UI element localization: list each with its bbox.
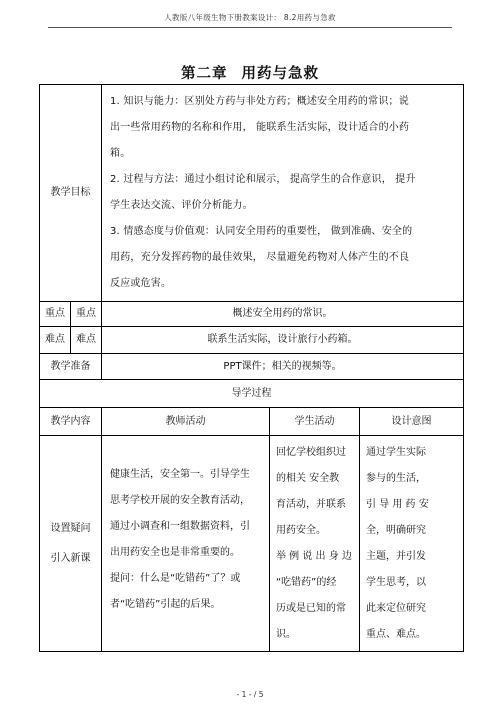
page-footer: - 1 - / 5 [236, 690, 264, 699]
difficulty-label-cell [40, 327, 102, 354]
teacher-line: 思考学校开展的安全教育活动， [110, 495, 250, 506]
student-line: 的相关 安全教 [276, 473, 340, 484]
teacher-line: 提问：什么是“吃错药”了？或 [110, 573, 241, 584]
goals-line: 学生表达交流、评价分析能力。 [110, 200, 253, 211]
intent-line: 引 导 用 药 安 [366, 499, 429, 510]
student-line: 历或是已知的常 [276, 603, 346, 614]
process-row [40, 380, 464, 408]
prep-content: PPT课件；相关的视频等。 [102, 354, 464, 380]
difficulty-content: 联系生活实际，设计旅行小药箱。 [102, 327, 464, 354]
intent-line: 参与的生活， [366, 473, 426, 484]
header-content: 教学内容 [40, 408, 102, 436]
intent-line: 主题，并引发 [366, 551, 426, 562]
chapter-number: 第二章 [181, 66, 228, 82]
page-header: 人教版八年级生物下册教案设计： 8.2用药与急救 [164, 13, 336, 22]
goals-row [40, 85, 464, 302]
key-label-a: 重点 [45, 308, 65, 319]
header-student: 学生活动 [270, 408, 360, 436]
row1-content-line: 设置疑问 [50, 522, 91, 534]
goals-line: 1. 知识与能力：区别处方药与非处方药；概述安全用药的常识；说 [110, 96, 409, 107]
teacher-line: 通过小调查和一组数据资料，引 [110, 521, 250, 532]
student-line: “吃错药”的经 [276, 577, 337, 588]
row1-student [270, 436, 360, 652]
difficulty-label-b: 难点 [76, 334, 96, 345]
intent-line: 重点、难点。 [366, 629, 426, 640]
header-intent: 设计意图 [360, 408, 464, 436]
intent-line: 全，明确研究 [366, 525, 426, 536]
goals-line: 3. 情感态度与价值观：认同安全用药的重要性， 做到准确、安全的 [110, 226, 413, 237]
key-label-cell [40, 302, 102, 327]
intent-line: 通过学生实际 [366, 447, 426, 458]
prep-row [40, 354, 464, 380]
intent-line: 学生思考，以 [366, 577, 426, 588]
header-rule [48, 27, 452, 28]
header-teacher: 教师活动 [102, 408, 270, 436]
chapter-name: 用药与急救 [241, 66, 319, 82]
lesson-plan-table [39, 84, 464, 652]
page-title [0, 62, 500, 83]
key-row [40, 302, 464, 327]
prep-label: 教学准备 [40, 354, 102, 380]
student-line: 育活动，并联系 [276, 499, 346, 510]
goals-line: 用药，充分发挥药物的最佳效果， 尽量避免药物对人体产生的不良 [110, 252, 410, 263]
student-line: 用药安全。 [276, 525, 326, 536]
column-header-row [40, 408, 464, 436]
row1-content-line: 引入新课 [50, 552, 91, 564]
goals-line: 2. 过程与方法：通过小组讨论和展示， 提高学生的合作意识， 提升 [110, 174, 416, 185]
difficulty-row [40, 327, 464, 354]
teacher-line: 健康生活，安全第一。引导学生 [110, 469, 250, 480]
row1-intent [360, 436, 464, 652]
row1-teacher [102, 436, 270, 652]
process-title: 导学过程 [40, 380, 464, 408]
row1-content [40, 436, 102, 652]
key-label-b: 重点 [76, 308, 96, 319]
goals-line: 箱。 [110, 148, 131, 159]
intent-line: 此来定位研究 [366, 603, 426, 614]
goals-line: 出一些常用药物的名称和作用， 能联系生活实际，设计适合的小药 [110, 122, 410, 133]
student-line: 举 例 说 出 身 边 [276, 551, 352, 562]
goals-content [102, 85, 464, 302]
teacher-line: 者“吃错药”引起的后果。 [110, 599, 221, 610]
student-line: 识。 [276, 629, 296, 640]
goals-label: 教学目标 [40, 85, 102, 302]
goals-line: 反应或危害。 [110, 278, 172, 289]
table-row [40, 436, 464, 652]
difficulty-label-a: 难点 [45, 334, 65, 345]
student-line: 回忆学校组织过 [276, 447, 346, 458]
teacher-line: 出用药安全也是非常重要的。 [110, 547, 240, 558]
key-content: 概述安全用药的常识。 [102, 302, 464, 327]
